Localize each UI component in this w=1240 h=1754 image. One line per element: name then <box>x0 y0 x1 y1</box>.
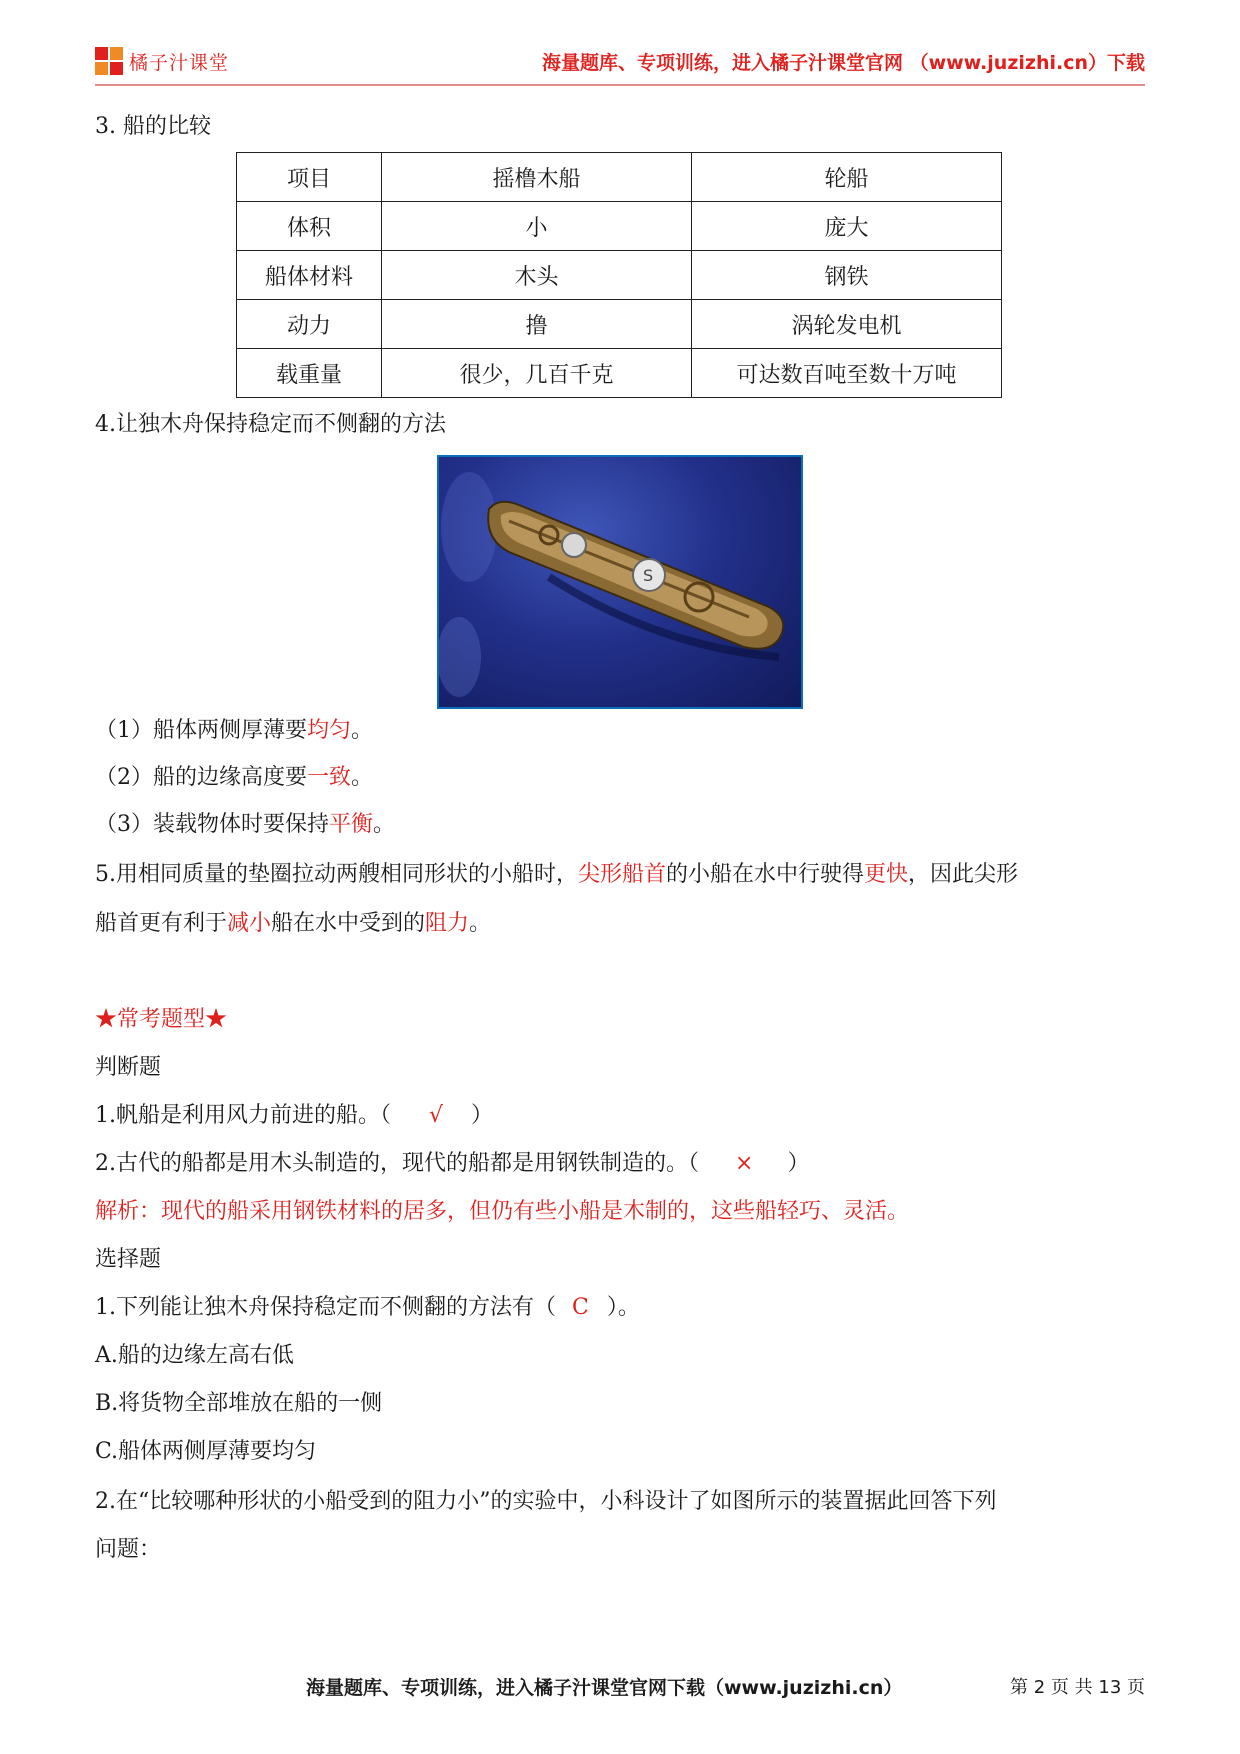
table-row <box>237 153 1002 202</box>
method-item-2: （2）船的边缘高度要一致。 <box>95 765 374 790</box>
answer-text: 减小 <box>227 911 272 936</box>
table-cell: 木头 <box>382 251 692 300</box>
answer-text: 平衡 <box>329 812 374 837</box>
table-cell: 涡轮发电机 <box>692 300 1002 349</box>
table-cell: 可达数百吨至数十万吨 <box>692 349 1002 398</box>
table-cell: 庞大 <box>692 202 1002 251</box>
section-5-line-1: 5.用相同质量的垫圈拉动两艘相同形状的小船时，尖形船首的小船在水中行驶得更快，因此尖形 <box>95 862 1019 887</box>
table-row <box>237 202 1002 251</box>
table-cell: 撸 <box>382 300 692 349</box>
page-number: 第 2 页 共 13 页 <box>1010 1677 1145 1698</box>
section-3-title: 3. 船的比较 <box>95 114 211 139</box>
choice-question-1: 1.下列能让独木舟保持稳定而不侧翻的方法有（ C ）。 <box>95 1295 640 1320</box>
logo-icon <box>95 47 123 75</box>
table-row <box>237 251 1002 300</box>
header-divider <box>95 84 1145 86</box>
table-cell: 动力 <box>237 300 382 349</box>
answer-text: 尖形船首 <box>578 862 667 887</box>
choice-title: 选择题 <box>95 1247 162 1272</box>
answer-text: 阻力 <box>425 911 470 936</box>
logo-text: 橘子汁课堂 <box>129 51 230 74</box>
judge-title: 判断题 <box>95 1055 162 1080</box>
table-cell: 项目 <box>237 153 382 202</box>
method-item-1: （1）船体两侧厚薄要均匀。 <box>95 718 374 743</box>
table-cell: 摇橹木船 <box>382 153 692 202</box>
svg-text:S: S <box>643 566 654 585</box>
table-cell: 轮船 <box>692 153 1002 202</box>
answer-text: C <box>572 1295 589 1320</box>
answer-text: √ <box>429 1103 444 1128</box>
judge-question-1: 1.帆船是利用风力前进的船。（ √ ） <box>95 1103 494 1128</box>
header-download-link[interactable]: 海量题库、专项训练，进入橘子汁课堂官网 （www.juzizhi.cn）下载 <box>542 52 1145 74</box>
answer-text: 均匀 <box>307 718 352 743</box>
answer-text: × <box>735 1151 754 1176</box>
answer-text: 更快 <box>864 862 909 887</box>
table-cell: 很少，几百千克 <box>382 349 692 398</box>
table-cell: 船体材料 <box>237 251 382 300</box>
answer-text: 一致 <box>307 765 352 790</box>
table-cell: 钢铁 <box>692 251 1002 300</box>
choice-option-a: A.船的边缘左高右低 <box>95 1343 294 1368</box>
choice-question-2-line-1: 2.在“比较哪种形状的小船受到的阻力小”的实验中，小科设计了如图所示的装置据此回答下列 <box>95 1489 997 1514</box>
method-item-3: （3）装载物体时要保持平衡。 <box>95 812 396 837</box>
choice-question-2-line-2: 问题： <box>95 1537 162 1562</box>
table-cell: 小 <box>382 202 692 251</box>
choice-option-c: C.船体两侧厚薄要均匀 <box>95 1439 317 1464</box>
judge-question-2: 2.古代的船都是用木头制造的，现代的船都是用钢铁制造的。（ × ） <box>95 1151 810 1176</box>
table-cell: 体积 <box>237 202 382 251</box>
table-cell: 载重量 <box>237 349 382 398</box>
table-row <box>237 349 1002 398</box>
section-5-line-2: 船首更有利于减小船在水中受到的阻力。 <box>95 911 492 936</box>
site-logo[interactable] <box>95 44 229 78</box>
choice-option-b: B.将货物全部堆放在船的一侧 <box>95 1391 383 1416</box>
section-4-title: 4.让独木舟保持稳定而不侧翻的方法 <box>95 412 446 437</box>
footer-download-notice[interactable]: 海量题库、专项训练，进入橘子汁课堂官网下载（www.juzizhi.cn） <box>306 1677 903 1699</box>
ship-comparison-table <box>236 152 1002 398</box>
canoe-photo <box>437 455 803 709</box>
dugout-canoe-image <box>439 457 801 707</box>
table-row <box>237 300 1002 349</box>
analysis-text: 解析：现代的船采用钢铁材料的居多，但仍有些小船是木制的，这些船轻巧、灵活。 <box>95 1199 910 1224</box>
exam-heading: ★常考题型★ <box>95 1007 228 1032</box>
